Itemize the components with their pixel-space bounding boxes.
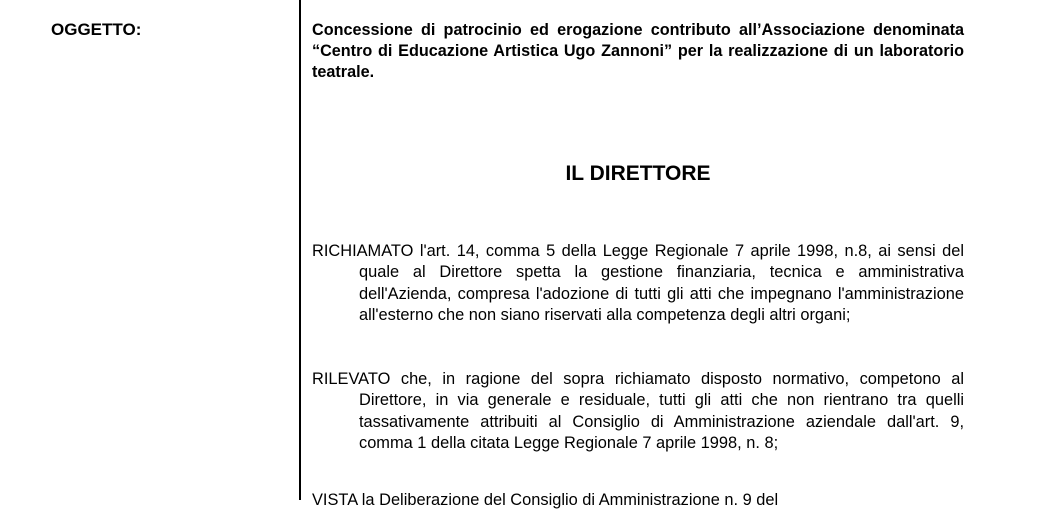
paragraph-rilevato: RILEVATO che, in ragione del sopra richiamato disposto normativo, competono al Direttore, in via generale e residuale, tutti gli atti che non rientrano tra quelli tassativamente attribuiti al Consiglio di Amministrazione aziendale dall'art. 9, comma 1 della citata Legge Regionale 7 aprile 1998, n. 8;: [312, 370, 964, 453]
subject-text: Concessione di patrocinio ed erogazione contributo all’Associazione denominata “Centro di Educazione Artistica Ugo Zannoni” per la realizzazione di un laboratorio teatrale.: [312, 21, 964, 81]
section-title: IL DIRETTORE: [565, 162, 711, 185]
column-divider: [299, 0, 301, 500]
paragraph-vista: VISTA la Deliberazione del Consiglio di Amministrazione n. 9 del: [312, 491, 779, 509]
paragraph-richiamato: RICHIAMATO l'art. 14, comma 5 della Legge Regionale 7 aprile 1998, n.8, ai sensi del quale al Direttore spetta la gestione finanziaria, tecnica e amministrativa dell'Azienda, compresa l'adozione di tutti gli atti che impegnano l'amministrazione all'esterno che non siano riservati alla competenza degli altri organi;: [312, 242, 964, 325]
subject-label: OGGETTO:: [51, 20, 142, 39]
